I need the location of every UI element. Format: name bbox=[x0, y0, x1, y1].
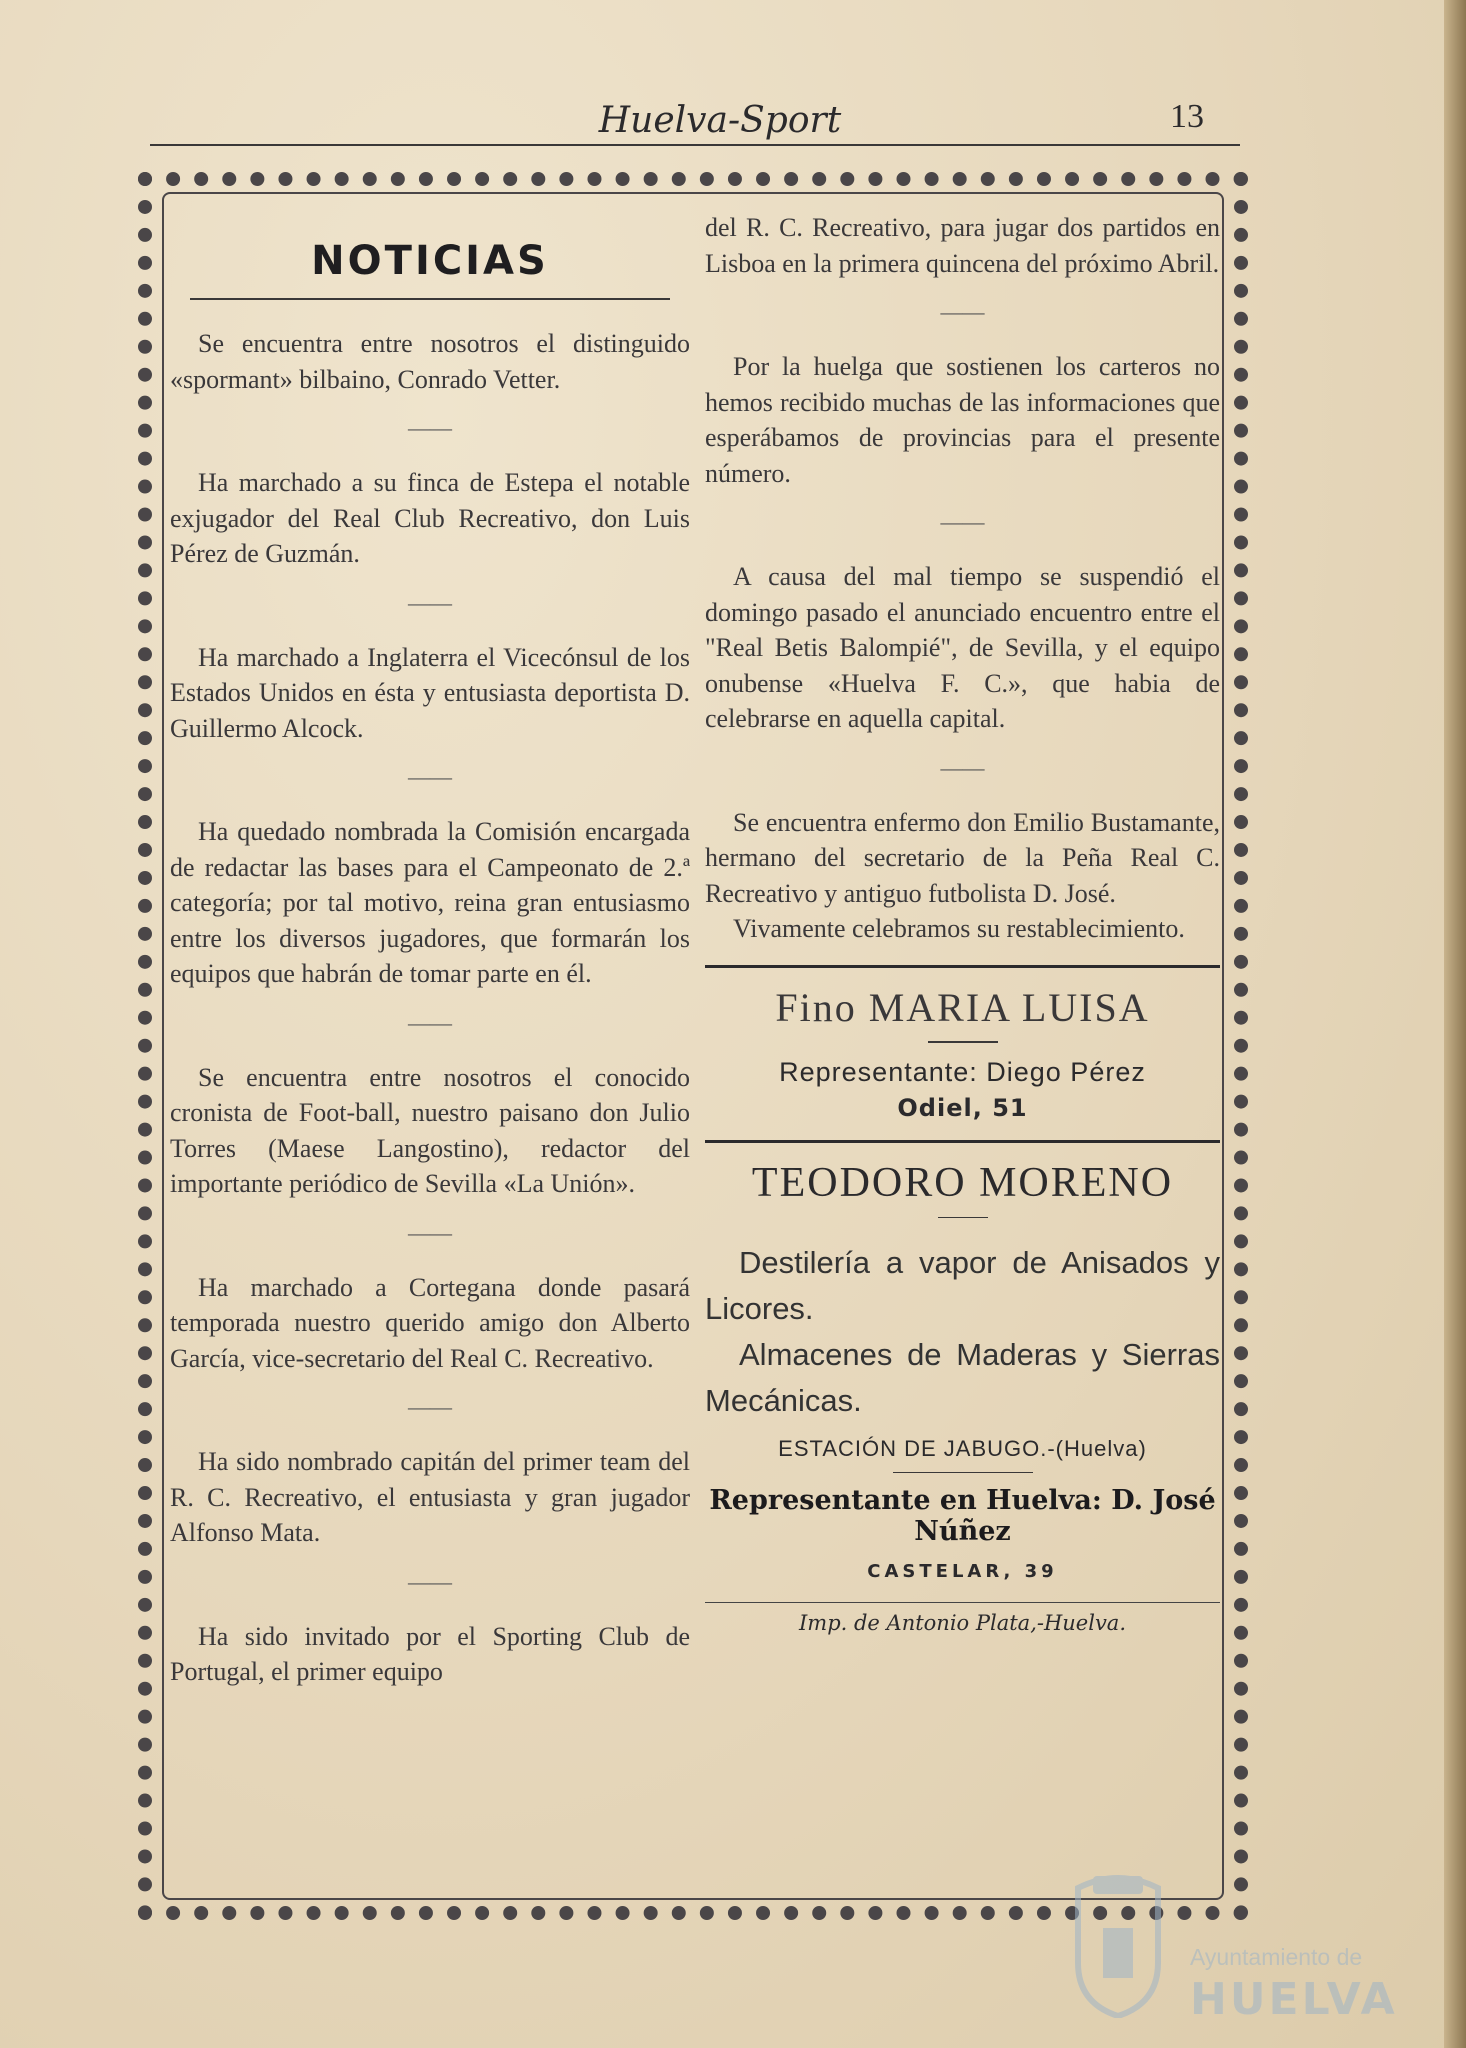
separator: —— bbox=[408, 1219, 452, 1245]
separator: —— bbox=[408, 415, 452, 440]
news-item: Ha marchado a Inglaterra el Vicecónsul de los Estados Unidos en ésta y entusiasta deportista D. Guillermo Alcock. bbox=[170, 642, 690, 743]
ad-address: CASTELAR, 39 bbox=[867, 1560, 1058, 1582]
archive-watermark bbox=[1058, 1868, 1438, 2025]
page-header bbox=[150, 96, 1240, 146]
news-item: Ha quedado nombrada la Comisión encargada de redactar las bases para el Campeonato de 2.ª categoría; por tal motivo, reina gran entusiasmo entre los diversos jugadores, que formarán los equipos que habrán de tomar parte en él. bbox=[170, 817, 690, 988]
title-rule bbox=[190, 298, 670, 300]
news-item: Ha marchado a su finca de Estepa el notable exjugador del Real Club Recreativo, don Luis Pérez de Guzmán. bbox=[170, 468, 690, 568]
short-rule bbox=[893, 1472, 1033, 1473]
news-item: Ha sido nombrado capitán del primer team del R. C. Recreativo, el entusiasta y gran jugador Alfonso Mata. bbox=[170, 1447, 690, 1547]
ad-rule bbox=[705, 1140, 1220, 1143]
ad-address: Odiel, 51 bbox=[897, 1093, 1028, 1122]
page-number: 13 bbox=[1170, 98, 1204, 135]
watermark-line2: HUELVA bbox=[1190, 1974, 1398, 2025]
separator: —— bbox=[940, 299, 985, 324]
ad-rule bbox=[705, 965, 1220, 968]
left-column bbox=[170, 210, 690, 1690]
news-item: Ha marchado a Cortegana donde pasará temporada nuestro querido amigo don Alberto García, vice-secretario del Real C. Recreativo. bbox=[170, 1272, 690, 1373]
news-item: Se encuentra entre nosotros el conocido cronista de Foot-ball, nuestro paisano don Julio Torres (Maese Langostino), redactor del importante periódico de Sevilla «La Unión». bbox=[170, 1062, 690, 1198]
ad-representative: Representante en Huelva: D. José Núñez bbox=[709, 1484, 1216, 1547]
news-item: Ha sido invitado por el Sporting Club de Portugal, el primer equipo bbox=[170, 1621, 690, 1686]
ad-title: TEODORO MORENO bbox=[751, 1159, 1174, 1206]
news-item: Se encuentra enfermo don Emilio Bustamante, hermano del secretario de la Peña Real C. Recreativo y antiguo futbolista D. José. bbox=[705, 807, 1220, 908]
right-column bbox=[705, 210, 1220, 1635]
separator: —— bbox=[408, 1568, 452, 1594]
watermark-line1: Ayuntamiento de bbox=[1190, 1944, 1363, 1970]
short-rule bbox=[928, 1041, 998, 1043]
ad-line: Destilería a vapor de Anisados y Licores. bbox=[705, 1244, 1220, 1326]
footer-rule bbox=[705, 1602, 1220, 1603]
crest-icon bbox=[1058, 1868, 1178, 2018]
ad-representative: Representante: Diego Pérez bbox=[779, 1056, 1146, 1087]
ad-line: Almacenes de Maderas y Sierras Mecánicas. bbox=[705, 1336, 1220, 1418]
ad-station: ESTACIÓN DE JABUGO.-(Huelva) bbox=[778, 1435, 1147, 1461]
ad-teodoro-moreno bbox=[705, 1159, 1220, 1582]
ad-maria-luisa bbox=[705, 984, 1220, 1122]
news-item: Por la huelga que sostienen los carteros no hemos recibido muchas de las informaciones que esperábamos de provincias para el presente número. bbox=[705, 352, 1220, 488]
separator: —— bbox=[940, 509, 985, 534]
separator: —— bbox=[408, 1394, 452, 1419]
news-item: Vivamente celebramos su restablecimiento. bbox=[733, 914, 1185, 943]
page-edge bbox=[1444, 0, 1466, 2048]
publication-title: Huelva-Sport bbox=[598, 100, 842, 141]
ad-title: Fino MARIA LUISA bbox=[775, 984, 1150, 1030]
news-item: A causa del mal tiempo se suspendió el domingo pasado el anunciado encuentro entre el "Real Betis Balompié", de Sevilla, y el equipo onubense «Huelva F. C.», que habia de celebrarse en aquella capital. bbox=[705, 562, 1220, 733]
news-item: Se encuentra entre nosotros el distinguido «spormant» bilbaino, Conrado Vetter. bbox=[170, 329, 690, 394]
printer-credit: Imp. de Antonio Plata,-Huelva. bbox=[798, 1610, 1127, 1635]
news-continuation: del R. C. Recreativo, para jugar dos partidos en Lisboa en la primera quincena del próximo Abril. bbox=[705, 213, 1220, 278]
short-rule bbox=[938, 1217, 988, 1218]
section-title: NOTICIAS bbox=[311, 238, 549, 284]
separator: —— bbox=[408, 589, 452, 615]
separator: —— bbox=[408, 764, 452, 789]
header-rule bbox=[150, 144, 1240, 146]
separator: —— bbox=[940, 754, 985, 780]
separator: —— bbox=[408, 1009, 452, 1035]
